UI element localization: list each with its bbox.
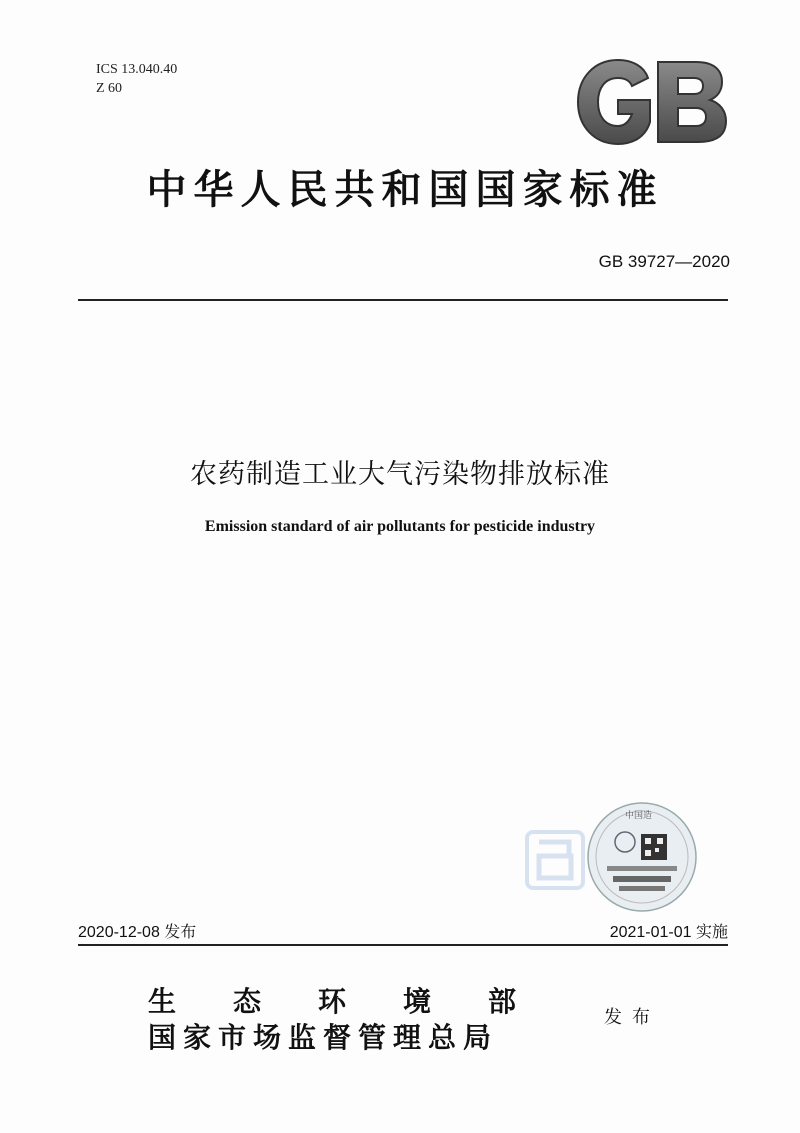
issue-date xyxy=(78,919,196,942)
gb-logo-icon xyxy=(574,56,730,148)
document-title-chinese: 农药制造工业大气污染物排放标准 xyxy=(190,459,610,490)
header-divider xyxy=(78,299,728,301)
issue-date-label: 发布 xyxy=(164,922,197,941)
issue-date-value: 2020-12-08 xyxy=(78,924,160,941)
standard-number: GB 39727—2020 xyxy=(598,252,730,271)
issuer-samr: 国家市场监督管理总局 xyxy=(148,1021,499,1054)
national-standard-title: 中华人民共和国国家标准 xyxy=(146,167,664,213)
seal-caption: 中国造 xyxy=(625,811,653,821)
effective-date-value: 2021-01-01 xyxy=(609,924,692,941)
publish-label: 发布 xyxy=(604,1007,660,1028)
effective-date xyxy=(610,919,728,942)
footer-divider xyxy=(78,944,728,946)
classification-codes xyxy=(96,60,177,98)
ccs-code: Z 60 xyxy=(96,81,123,96)
issuer-ministry: 生态环境部 xyxy=(148,985,574,1018)
ics-code: ICS 13.040.40 xyxy=(96,62,178,77)
effective-date-label: 实施 xyxy=(695,922,728,941)
document-title-english: Emission standard of air pollutants for pesticide industry xyxy=(204,518,596,535)
